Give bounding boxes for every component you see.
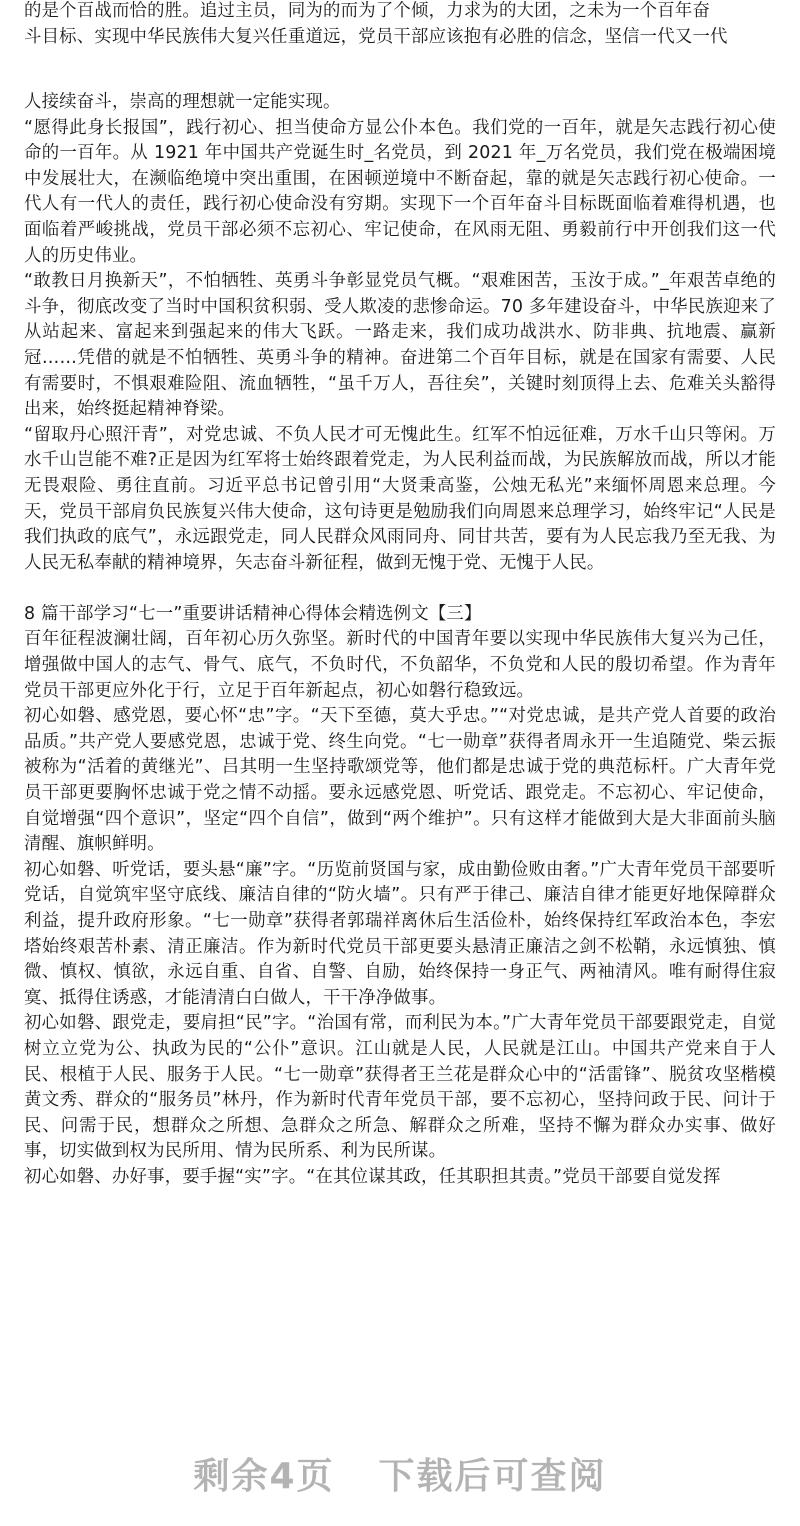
top-text-fragment	[24, 0, 776, 50]
paragraph: 初心如磐、跟党走，要肩担“民”字。“治国有常，而利民为本。”广大青年党员干部要跟党走，自觉树立立党为公、执政为民的“公仆”意识。江山就是人民，人民就是江山。中国共产党来自于人民、根植于人民、服务于人民。“七一勋章”获得者王兰花是群众心中的“活雷锋”、脱贫攻坚楷模黄文秀、群众的“服务员”林丹，作为新时代青年党员干部，要不忘初心，坚持问政于民、问计于民、问需于民，想群众之所想、急群众之所急、解群众之所难，坚持不懈为群众办实事、做好事，切实做到权为民所用、情为民所系、利为民所谋。	[24, 1013, 776, 1162]
paragraph-gap	[24, 576, 776, 602]
paragraph: “留取丹心照汗青”，对党忠诚、不负人民才可无愧此生。红军不怕远征难，万水千山只等闲。万水千山岂能不难?正是因为红军将士始终跟着党走，为人民利益而战，为民族解放而战，所以才能无畏艰险、勇往直前。习近平总书记曾引用“大贤秉高鉴，公烛无私光”来缅怀周恩来总理。今天，党员干部肩负民族复兴伟大使命，这句诗更是勉励我们向周恩来总理学习，始终牢记“人民是我们执政的底气”，永远跟党走，同人民群众风雨同舟、同甘共苦，要有为人民忘我乃至无我、为人民无私奉献的精神境界，矢志奋斗新征程，做到无愧于党、无愧于人民。	[24, 424, 776, 573]
remaining-pages-label: 剩余4页	[193, 1455, 335, 1497]
download-prompt-text	[193, 1448, 606, 1499]
paragraph: 初心如磐、听党话，要头悬“廉”字。“历览前贤国与家，成由勤俭败由奢。”广大青年党员干部要听党话，自觉筑牢坚守底线、廉洁自律的“防火墙”。只有严于律己、廉洁自律才能更好地保障群众利益，提升政府形象。“七一勋章”获得者郭瑞祥离休后生活俭朴，始终保持红军政治本色，李宏塔始终艰苦朴素、清正廉洁。作为新时代党员干部更要头悬清正廉洁之剑不松鞘，永远慎独、慎微、慎权、慎欲，永远自重、自省、自警、自励，始终保持一身正气、两袖清风。唯有耐得住寂寞、抵得住诱惑，才能清清白白做人，干干净净做事。	[24, 859, 776, 1008]
top-line-2: 斗目标、实现中华民族伟大复兴任重道远，党员干部应该抱有必胜的信念，坚信一代又一代	[24, 26, 728, 47]
paragraph: 初心如磐、感党恩，要心怀“忠”字。“天下至德，莫大乎忠。”“对党忠诚，是共产党人首要的政治品质。”共产党人要感党恩，忠诚于党、终生向党。“七一勋章”获得者周永开一生追随党、柴云振被称为“活着的黄继光”、吕其明一生坚持歌颂党等，他们都是忠诚于党的典范标杆。广大青年党员干部更要胸怀忠诚于党之情不动摇。要永远感党恩、听党话、跟党走。不忘初心、牢记使命，自觉增强“四个意识”，坚定“四个自信”，做到“两个维护”。只有这样才能做到大是大非面前头脑清醒、旗帜鲜明。	[24, 706, 776, 855]
top-line-1: 的是个百战而恰的胜。追过主员，同为的而为了个倾，力求为的大团，之未为一个百年奋	[24, 1, 711, 21]
document-body	[24, 90, 776, 1191]
paragraph: 百年征程波澜壮阔，百年初心历久弥坚。新时代的中国青年要以实现中华民族伟大复兴为己任，增强做中国人的志气、骨气、底气，不负时代，不负韶华，不负党和人民的殷切希望。作为青年党员干部更应外化于行，立足于百年新起点，初心如磐行稳致远。	[24, 629, 776, 701]
download-action-label: 下载后可查阅	[378, 1455, 607, 1497]
paragraph: 人接续奋斗，崇高的理想就一定能实现。	[24, 92, 341, 112]
section-title: 8 篇干部学习“七一”重要讲话精神心得体会精选例文【三】	[24, 603, 482, 624]
paragraph: 初心如磐、办好事，要手握“实”字。“在其位谋其政，任其职担其责。”党员干部要自觉发挥	[24, 1166, 721, 1187]
paragraph: “愿得此身长报国”，践行初心、担当使命方显公仆本色。我们党的一百年，就是矢志践行初心使命的一百年。从 1921 年中国共产党诞生时_名党员，到 2021 年_万名党员，我们党在极端困境中发展壮大，在濒临绝境中突出重围，在困顿逆境中不断奋起，靠的就是矢志践行初心使命。一代人有一代人的责任，践行初心使命没有穷期。实现下一个百年奋斗目标既面临着难得机遇，也面临着严峻挑战，党员干部必须不忘初心、牢记使命，在风雨无阻、勇毅前行中开创我们这一代人的历史伟业。	[24, 117, 776, 266]
paragraph: “敢教日月换新天”，不怕牺牲、英勇斗争彰显党员气概。“艰难困苦，玉汝于成。”_年艰苦卓绝的斗争，彻底改变了当时中国积贫积弱、受人欺凌的悲惨命运。70 多年建设奋斗，中华民族迎来了从站起来、富起来到强起来的伟大飞跃。一路走来，我们成功战洪水、防非典、抗地震、赢新冠……凭借的就是不怕牺牲、英勇斗争的精神。奋进第二个百年目标，就是在国家有需要、人民有需要时，不惧艰难险阻、流血牺牲，“虽千万人，吾往矣”，关键时刻顶得上去、危难关头豁得出来，始终挺起精神脊梁。	[24, 271, 776, 420]
download-prompt-button[interactable]	[0, 1418, 800, 1526]
